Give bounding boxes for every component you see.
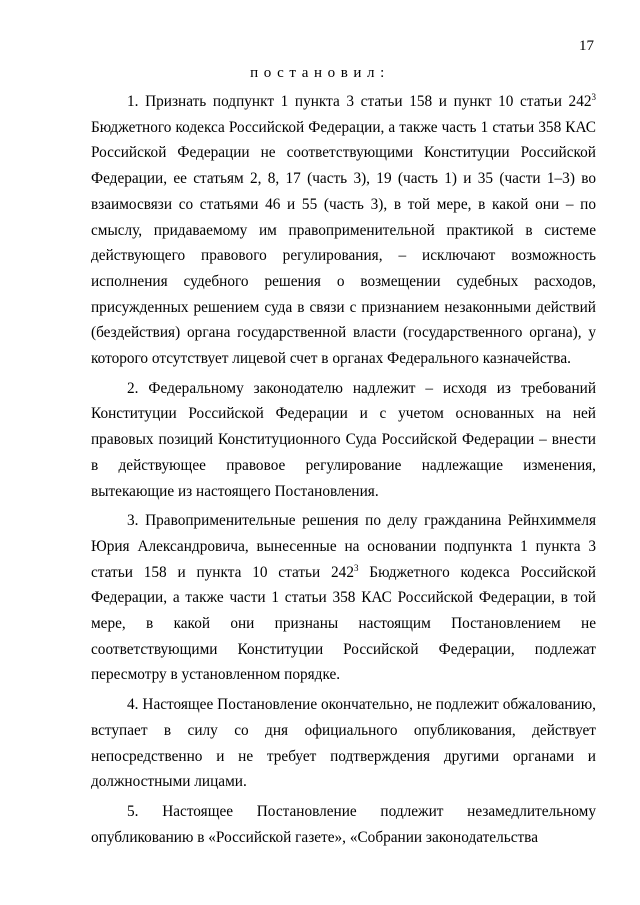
paragraph-text: Бюджетного кодекса Российской Федерации, а также часть 1 статьи 358 КАС Российской Федерации не соответствующими Конституции Российской Федерации, ее статьям 2, 8, 17 (часть 3), 19 (часть 1) и 35 (части 1–3) во взаимосвязи со статьями 46 и 55 (часть 3), в той мере, в какой они – по смыслу, придаваемому им правоприменительной практикой в системе действующего правового регулирования, – исключают возможность исполнения судебного решения о возмещении судебных расходов, присужденных решением суда в связи с признанием незаконными действий (бездействия) органа государственной власти (государственного органа), у которого отсутствует лицевой счет в органах Федерального казначейства. bbox=[91, 118, 596, 368]
resolution-heading: постановил: bbox=[250, 65, 390, 81]
paragraph-text: Бюджетного кодекса Российской Федерации, а также части 1 статьи 358 КАС Российской Федерации, в той мере, в какой они признаны настоящим Постановлением не соответствующими Конституции Российской Федерации, подлежат пересмотру в установленном порядке. bbox=[91, 563, 596, 684]
paragraph-2 bbox=[91, 376, 596, 505]
paragraph-number: 2. bbox=[127, 379, 139, 397]
paragraph-3 bbox=[91, 508, 596, 688]
paragraph-5 bbox=[91, 799, 596, 850]
paragraph-4 bbox=[91, 692, 596, 795]
paragraph-text: Настоящее Постановление окончательно, не подлежит обжалованию, вступает в силу со дня официального опубликования, действует непосредственно и не требует подтверждения другими органами и должностными лицами. bbox=[91, 696, 596, 791]
paragraph-number: 1. bbox=[127, 93, 139, 110]
paragraph-number: 4. bbox=[127, 696, 139, 714]
superscript: 3 bbox=[353, 562, 359, 573]
paragraph-number: 5. bbox=[127, 802, 139, 820]
paragraph-text: Настоящее Постановление подлежит незамедлительному опубликованию в «Российской газете», «Собрании законодательства bbox=[91, 802, 596, 846]
paragraph-1 bbox=[91, 89, 596, 372]
paragraph-text: Федеральному законодателю надлежит – исходя из требований Конституции Российской Федерации и с учетом основанных на ней правовых позиций Конституционного Суда Российской Федерации – внести в действующее правовое регулирование надлежащие изменения, вытекающие из настоящего Постановления. bbox=[91, 379, 596, 500]
paragraph-text: Признать подпункт 1 пункта 3 статьи 158 и пункт 10 статьи 242 bbox=[145, 93, 592, 110]
page-number: 17 bbox=[579, 38, 594, 54]
paragraph-number: 3. bbox=[127, 512, 139, 530]
paragraph-text: Правоприменительные решения по делу гражданина Рейнхиммеля Юрия Александровича, вынесенные на основании подпункта 1 пункта 3 статьи 158 и пункта 10 статьи 242 bbox=[91, 512, 596, 581]
superscript: 3 bbox=[591, 92, 596, 102]
document-body bbox=[91, 89, 596, 854]
